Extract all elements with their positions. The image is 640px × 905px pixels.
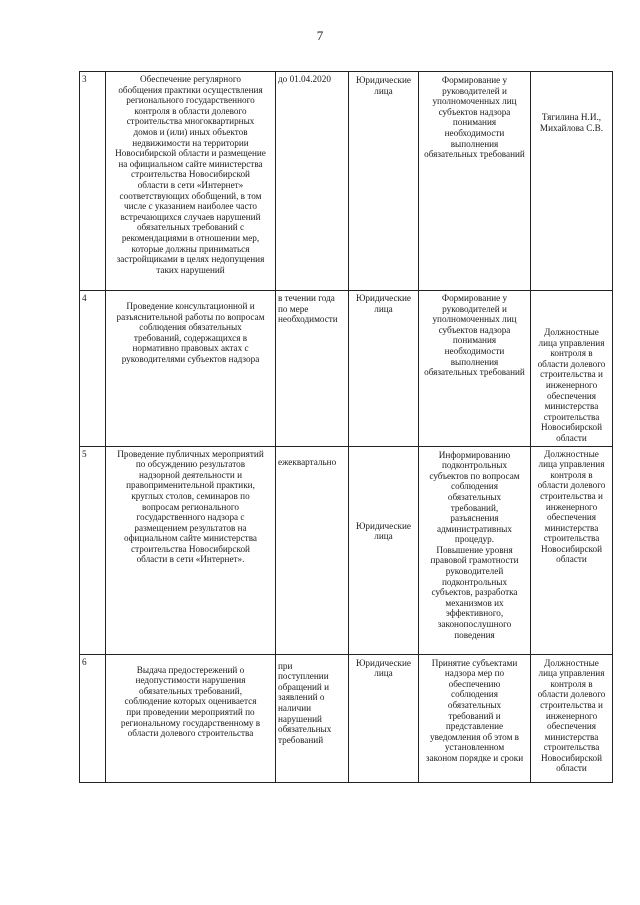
text-line: Юридические — [355, 520, 411, 531]
text-line: на официальном сайте министерства — [118, 158, 263, 169]
page-number: 7 — [316, 28, 324, 43]
text-line: строительства Новосибирской — [131, 169, 250, 180]
text-line: выполнения — [450, 356, 499, 367]
subjects-cell — [349, 72, 419, 291]
text-line: требований, — [450, 502, 499, 513]
text-line: субъектов, разработка — [431, 587, 518, 598]
text-line: строительства Новосибирской — [131, 543, 250, 554]
text-line: области долевого — [537, 358, 606, 369]
text-line: области долевого строительства — [127, 728, 254, 739]
text-line: представление — [445, 721, 504, 732]
text-line: нормативно правовых актах с — [132, 343, 249, 354]
text-line: лица управления — [538, 337, 605, 348]
text-line: контроля в — [550, 678, 593, 689]
text-line: обязательных — [278, 724, 332, 735]
text-line: процедур. — [454, 534, 495, 545]
text-line: поступлении — [278, 671, 329, 682]
text-line: вопросам регионального — [141, 501, 240, 512]
text-line: Юридические — [355, 75, 411, 85]
result-cell — [419, 654, 531, 782]
text-line: соблюдения — [451, 689, 498, 700]
text-line: строительства — [543, 533, 600, 544]
text-line: лица — [374, 668, 393, 679]
text-line: разъяснительной работы по вопросам — [116, 311, 265, 322]
text-line: строительства многоквартирных — [126, 116, 255, 127]
text-line: недвижимости на территории — [132, 137, 249, 148]
text-line: необходимости — [278, 314, 338, 325]
subjects-cell — [349, 654, 419, 782]
text-line: Юридические — [355, 657, 411, 668]
text-line: необходимости — [444, 127, 505, 138]
text-line: обеспечению — [448, 678, 501, 689]
table-row — [80, 446, 613, 654]
text-line: требований и — [448, 710, 501, 721]
text-line: понимания — [452, 117, 497, 128]
text-line: обеспечения — [546, 512, 597, 523]
text-line: обеспечения — [546, 721, 597, 732]
text-line: Новосибирской — [540, 422, 603, 433]
text-line: обязательных требований с — [136, 222, 245, 233]
text-line: обязательных требований — [424, 149, 525, 160]
text-line: разъяснения — [450, 513, 499, 524]
text-line: региональному государственному в — [120, 717, 261, 728]
text-line: встречающихся случаев нарушений — [120, 211, 261, 222]
text-line: руководителей и — [442, 85, 507, 96]
text-line: официальном сайте министерства — [124, 533, 257, 544]
responsible-cell — [531, 291, 613, 447]
text-line: при проведении мероприятий по — [126, 706, 255, 717]
text-line: надзорной деятельности и — [138, 469, 243, 480]
result-cell — [419, 446, 531, 654]
text-line: Повышение уровня — [436, 544, 513, 555]
text-line: обращений и — [278, 681, 330, 692]
text-line: таких нарушений — [156, 264, 225, 275]
text-line: по мере — [278, 303, 309, 314]
activity-cell — [106, 72, 276, 291]
text-line: Михайлова С.В. — [539, 122, 604, 133]
text-line: Должностные — [544, 657, 599, 668]
text-line: требований — [278, 734, 324, 745]
deadline-cell — [276, 72, 349, 291]
prevention-plan-table — [79, 71, 613, 783]
row-number: 4 — [80, 291, 106, 447]
text-line: области — [556, 763, 587, 774]
text-line: законопослушного — [437, 619, 512, 630]
text-line: понимания — [452, 335, 497, 346]
text-line: уполномоченных лиц — [432, 314, 517, 325]
text-line: эффективного, — [445, 608, 504, 619]
text-line: уведомления об этом в — [429, 731, 520, 742]
text-line: контроля в области долевого — [134, 105, 247, 116]
text-line: нарушений — [278, 713, 322, 724]
text-line: Юридические — [355, 293, 411, 303]
deadline-cell — [276, 291, 349, 447]
text-line: установленном — [444, 742, 505, 753]
text-line: руководителями субъектов надзора — [121, 353, 260, 364]
text-line: при — [278, 660, 293, 671]
responsible-cell — [531, 446, 613, 654]
text-line: недопустимости нарушения — [135, 675, 246, 686]
text-line: руководителей — [445, 566, 504, 577]
text-line: руководителей и — [442, 303, 507, 314]
text-line: строительства и — [540, 369, 603, 380]
text-line: государственного надзора с — [136, 512, 245, 523]
text-line: Новосибирской области и размещение — [115, 148, 266, 159]
text-line: обязательных требований — [424, 367, 525, 378]
text-line: Тягилина Н.И., — [541, 112, 602, 122]
text-line: соблюдение которых оценивается — [124, 696, 257, 707]
text-line: строительства — [543, 411, 600, 422]
text-line: административных — [437, 523, 512, 534]
deadline-cell — [276, 446, 349, 654]
text-line: Новосибирской — [540, 543, 603, 554]
text-line: обобщения практики осуществления — [118, 84, 263, 95]
text-line: строительства и — [540, 490, 603, 501]
text-line: обеспечения — [546, 390, 597, 401]
text-line: по обсуждению результатов — [135, 459, 246, 470]
text-line: обязательных — [447, 491, 502, 502]
text-line: в течении года — [278, 293, 335, 303]
text-line: лица управления — [538, 668, 605, 679]
row-number: 6 — [80, 654, 106, 782]
text-line: субъектов надзора — [438, 324, 511, 335]
text-line: надзора мер по — [444, 668, 505, 679]
text-line: министерства — [544, 522, 599, 533]
text-line: выполнения — [450, 138, 499, 149]
text-line: механизмов их — [445, 597, 504, 608]
text-line: рекомендациями в отношении мер, — [121, 232, 260, 243]
text-line: области долевого — [537, 689, 606, 700]
text-line: строительства — [543, 742, 600, 753]
text-line: Формирование у — [441, 293, 508, 303]
table-row — [80, 654, 613, 782]
text-line: Обеспечение регулярного — [140, 74, 241, 84]
row-number: 3 — [80, 72, 106, 291]
text-line: круглых столов, семинаров по — [131, 490, 250, 501]
text-line: законом порядке и сроки — [425, 752, 524, 763]
text-line: правовой грамотности — [430, 555, 519, 566]
text-line: инженерного — [545, 710, 598, 721]
text-line: Выдача предостережений о — [136, 664, 245, 675]
subjects-cell — [349, 446, 419, 654]
text-line: числе с указанием наиболее часто — [123, 201, 258, 212]
text-line: необходимости — [444, 345, 505, 356]
text-line: лица управления — [538, 459, 605, 470]
text-line: Проведение консультационной и — [126, 301, 255, 311]
result-cell — [419, 72, 531, 291]
text-line: обязательных — [447, 699, 502, 710]
text-line: размещением результатов на — [134, 522, 247, 533]
text-line: подконтрольных — [441, 576, 508, 587]
text-line: области долевого — [537, 480, 606, 491]
activity-cell — [106, 654, 276, 782]
text-line: инженерного — [545, 501, 598, 512]
responsible-cell — [531, 72, 613, 291]
text-line: ежеквартально — [278, 456, 337, 467]
text-line: области — [556, 432, 587, 443]
text-line: Принятие субъектами — [431, 657, 518, 668]
table-row — [80, 72, 613, 291]
activity-cell — [106, 291, 276, 447]
text-line: поведения — [454, 629, 495, 640]
text-line: области — [556, 554, 587, 565]
text-line: контроля в — [550, 348, 593, 359]
text-line: инженерного — [545, 379, 598, 390]
subjects-cell — [349, 291, 419, 447]
text-line: требований, содержащихся в — [133, 332, 248, 343]
text-line: подконтрольных — [441, 460, 508, 471]
text-line: обязательных требований, — [139, 685, 242, 696]
row-number: 5 — [80, 446, 106, 654]
text-line: области в сети «Интернет». — [136, 554, 245, 565]
text-line: Формирование у — [441, 75, 508, 85]
text-line: контроля в — [550, 469, 593, 480]
text-line: министерства — [544, 731, 599, 742]
text-line: Проведение публичных мероприятий — [117, 448, 264, 459]
text-line: Должностные — [544, 448, 599, 459]
text-line: уполномоченных лиц — [432, 96, 517, 107]
text-line: строительства и — [540, 699, 603, 710]
result-cell — [419, 291, 531, 447]
text-line: Новосибирской — [540, 752, 603, 763]
text-line: министерства — [544, 401, 599, 412]
text-line: домов и (или) иных объектов — [133, 126, 248, 137]
text-line: наличии — [278, 702, 312, 713]
deadline-cell — [276, 654, 349, 782]
text-line: лица — [374, 303, 393, 314]
text-line: соответствующих обобщений, в том — [119, 190, 262, 201]
text-line: Информированию — [438, 449, 511, 460]
table-row — [80, 291, 613, 447]
text-line: регионального государственного — [126, 95, 255, 106]
text-line: до 01.04.2020 — [278, 74, 331, 84]
responsible-cell — [531, 654, 613, 782]
text-line: лица — [374, 85, 393, 96]
text-line: заявлений о — [278, 692, 325, 703]
text-line: области в сети «Интернет» — [137, 179, 244, 190]
text-line: правоприменительной практики, — [126, 480, 255, 491]
text-line: застройщиками в целях недопущения — [116, 254, 265, 265]
text-line: лица — [374, 531, 393, 542]
text-line: субъектов по вопросам — [429, 470, 520, 481]
activity-cell — [106, 446, 276, 654]
text-line: Должностные — [544, 327, 599, 337]
text-line: соблюдения обязательных — [139, 322, 242, 333]
text-line: соблюдения — [451, 481, 498, 492]
text-line: которые должны приниматься — [131, 243, 250, 254]
text-line: субъектов надзора — [438, 106, 511, 117]
